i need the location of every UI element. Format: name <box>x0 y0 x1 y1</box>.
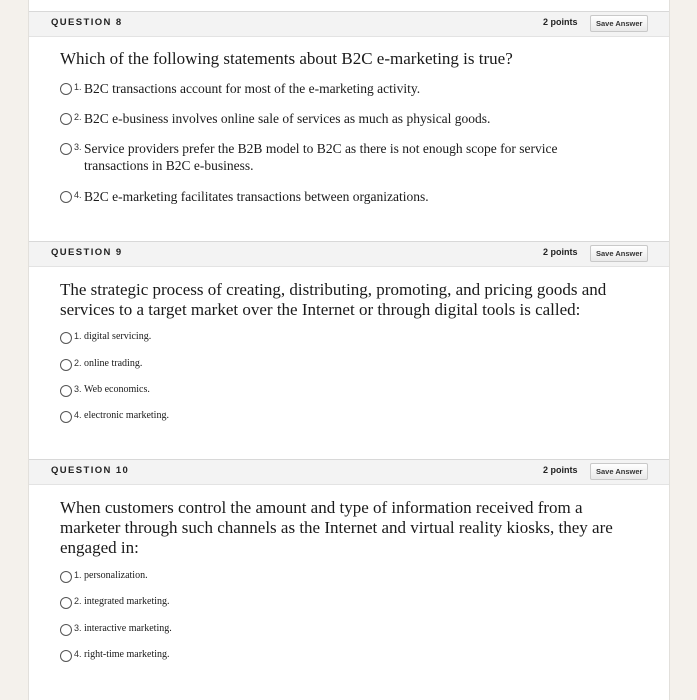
question-text-line: When customers control the amount and type of information received from a <box>60 498 583 517</box>
option-label[interactable]: Web economics. <box>84 384 150 395</box>
question-8-header <box>29 11 669 37</box>
quiz-page <box>28 0 670 700</box>
question-text-line: The strategic process of creating, distributing, promoting, and pricing goods and <box>60 280 607 299</box>
question-text-line: services to a target market over the Internet or through digital tools is called: <box>60 300 581 319</box>
question-10-header <box>29 459 669 485</box>
option-label[interactable]: digital servicing. <box>84 331 152 342</box>
question-text <box>60 280 640 320</box>
option-number: 1. <box>74 570 82 580</box>
question-title: QUESTION 10 <box>51 465 130 476</box>
question-title: QUESTION 8 <box>51 17 123 28</box>
radio-button[interactable] <box>60 411 72 423</box>
question-9-header <box>29 241 669 267</box>
question-text: Which of the following statements about B2C e-marketing is true? <box>60 49 513 68</box>
option-number: 3. <box>74 623 82 633</box>
option-label[interactable]: integrated marketing. <box>84 596 170 607</box>
option-label[interactable]: B2C e-business involves online sale of services as much as physical goods. <box>84 111 491 126</box>
option-label[interactable]: electronic marketing. <box>84 410 169 421</box>
question-title: QUESTION 9 <box>51 247 123 258</box>
radio-button[interactable] <box>60 332 72 344</box>
radio-button[interactable] <box>60 385 72 397</box>
question-points: 2 points <box>543 465 578 475</box>
save-answer-button[interactable]: Save Answer <box>590 15 648 32</box>
radio-button[interactable] <box>60 624 72 636</box>
option-label[interactable]: B2C e-marketing facilitates transactions between organizations. <box>84 189 429 204</box>
option-number: 2. <box>74 358 82 368</box>
option-label[interactable]: personalization. <box>84 570 148 581</box>
radio-button[interactable] <box>60 191 72 203</box>
option-number: 1. <box>74 331 82 341</box>
radio-button[interactable] <box>60 359 72 371</box>
option-label[interactable]: right-time marketing. <box>84 649 170 660</box>
question-points: 2 points <box>543 17 578 27</box>
option-number: 1. <box>74 82 82 92</box>
radio-button[interactable] <box>60 597 72 609</box>
option-number: 4. <box>74 410 82 420</box>
save-answer-button[interactable]: Save Answer <box>590 463 648 480</box>
option-number: 3. <box>74 384 82 394</box>
option-label[interactable]: interactive marketing. <box>84 623 172 634</box>
option-number: 3. <box>74 142 82 152</box>
option-label[interactable]: Service providers prefer the B2B model to B2C as there is not enough scope for service <box>84 141 558 156</box>
question-text <box>60 498 640 558</box>
option-number: 4. <box>74 190 82 200</box>
question-text-line: marketer through such channels as the Internet and virtual reality kiosks, they are <box>60 518 613 537</box>
radio-button[interactable] <box>60 83 72 95</box>
radio-button[interactable] <box>60 571 72 583</box>
save-answer-button[interactable]: Save Answer <box>590 245 648 262</box>
option-label[interactable]: B2C transactions account for most of the e-marketing activity. <box>84 81 421 96</box>
radio-button[interactable] <box>60 113 72 125</box>
option-number: 2. <box>74 112 82 122</box>
option-number: 4. <box>74 649 82 659</box>
question-points: 2 points <box>543 247 578 257</box>
option-label-continued[interactable]: transactions in B2C e-business. <box>84 158 254 173</box>
question-text-line: engaged in: <box>60 538 139 557</box>
radio-button[interactable] <box>60 650 72 662</box>
radio-button[interactable] <box>60 143 72 155</box>
option-number: 2. <box>74 596 82 606</box>
option-label[interactable]: online trading. <box>84 358 143 369</box>
